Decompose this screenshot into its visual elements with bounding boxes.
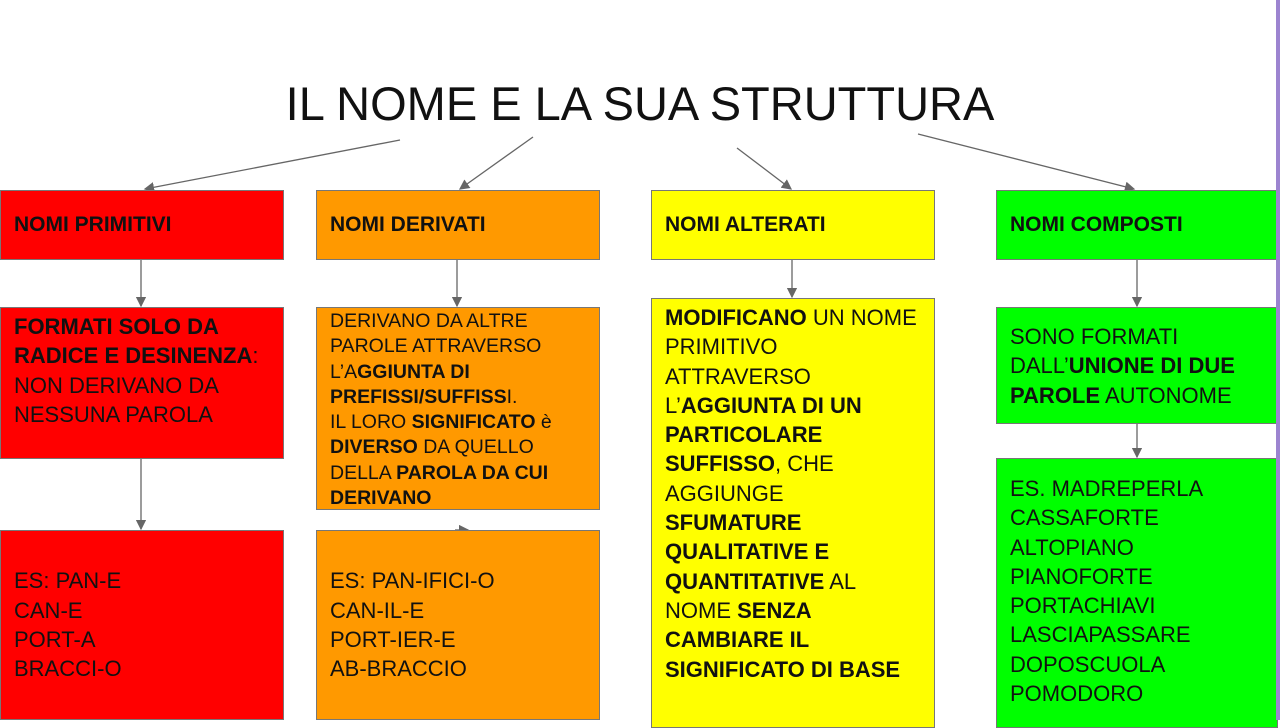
bold-text-segment: DIVERSO (330, 436, 418, 459)
text-segment: UN NOME PRIMITIVO ATTRAVERSO L’ (665, 305, 917, 418)
text-segment: SONO FORMATI DALL’ (1010, 324, 1179, 379)
bold-text-segment: UNIONE DI DUE PAROLE (1010, 353, 1235, 408)
bold-text-segment: GGIUNTA DI PREFISSI/SUFFISS (330, 360, 507, 408)
example-item: ES: PAN-IFICI-O (330, 568, 495, 594)
text-segment: : NON DERIVANO DA NESSUNA PAROLA (14, 343, 259, 427)
description-nomi-composti (996, 307, 1278, 424)
bold-text-segment: SIGNIFICATO (411, 411, 536, 434)
example-item: PORT-IER-E (330, 627, 456, 652)
example-item: BRACCI-O (14, 656, 122, 682)
header-nomi-derivati: NOMI DERIVATI (316, 190, 600, 260)
example-item: ES: PAN-E (14, 568, 122, 594)
example-list (330, 566, 495, 683)
example-item: CASSAFORTE (1010, 505, 1159, 531)
text-segment: è (535, 411, 552, 434)
header-nomi-alterati: NOMI ALTERATI (651, 190, 935, 260)
description-nomi-alterati (651, 298, 935, 728)
example-item: CAN-IL-E (330, 597, 425, 623)
bold-text-segment: MODIFICANO (665, 305, 807, 330)
example-item: CAN-E (14, 597, 83, 623)
examples-nomi-primitivi (0, 530, 284, 720)
page-title: IL NOME E LA SUA STRUTTURA (285, 77, 995, 130)
bold-text-segment: SFUMATURE QUALITATIVE E QUANTITATIVE (665, 510, 830, 594)
bold-text-segment: FORMATI SOLO DA RADICE E DESINENZA (14, 314, 253, 369)
example-item: ALTOPIANO (1010, 534, 1134, 560)
text-segment: AUTONOME (1100, 382, 1232, 408)
description-nomi-derivati (316, 307, 600, 510)
header-nomi-composti: NOMI COMPOSTI (996, 190, 1278, 260)
text-segment: AL NOME (665, 568, 856, 623)
example-item: ES. MADREPERLA (1010, 476, 1204, 501)
example-item: PORTACHIAVI (1010, 593, 1156, 619)
example-list (1010, 474, 1264, 708)
example-item: AB-BRACCIO (330, 656, 467, 682)
text-segment: DA QUELLO DELLA (330, 436, 534, 484)
bold-text-segment: PAROLA DA CUI DERIVANO (330, 461, 549, 510)
examples-nomi-composti (996, 458, 1278, 728)
example-item: PORT-A (14, 627, 96, 652)
bold-text-segment: SENZA CAMBIARE IL SIGNIFICATO DI BASE (665, 597, 901, 682)
text-segment: DERIVANO DA ALTRE PAROLE ATTRAVERSO L’A (330, 310, 542, 383)
example-item: POMODORO (1010, 681, 1144, 707)
text-segment: IL LORO (330, 411, 412, 434)
examples-nomi-derivati (316, 530, 600, 720)
example-item: PIANOFORTE (1010, 563, 1153, 589)
description-nomi-primitivi (0, 307, 284, 459)
text-segment: , CHE AGGIUNGE (665, 451, 834, 506)
example-item: LASCIAPASSARE (1010, 622, 1191, 648)
example-item: DOPOSCUOLA (1010, 651, 1166, 677)
header-nomi-primitivi: NOMI PRIMITIVI (0, 190, 284, 260)
window-edge (1276, 0, 1280, 720)
example-list (14, 566, 122, 683)
text-segment: I. (506, 385, 518, 408)
bold-text-segment: AGGIUNTA DI UN PARTICOLARE SUFFISSO (665, 392, 862, 477)
